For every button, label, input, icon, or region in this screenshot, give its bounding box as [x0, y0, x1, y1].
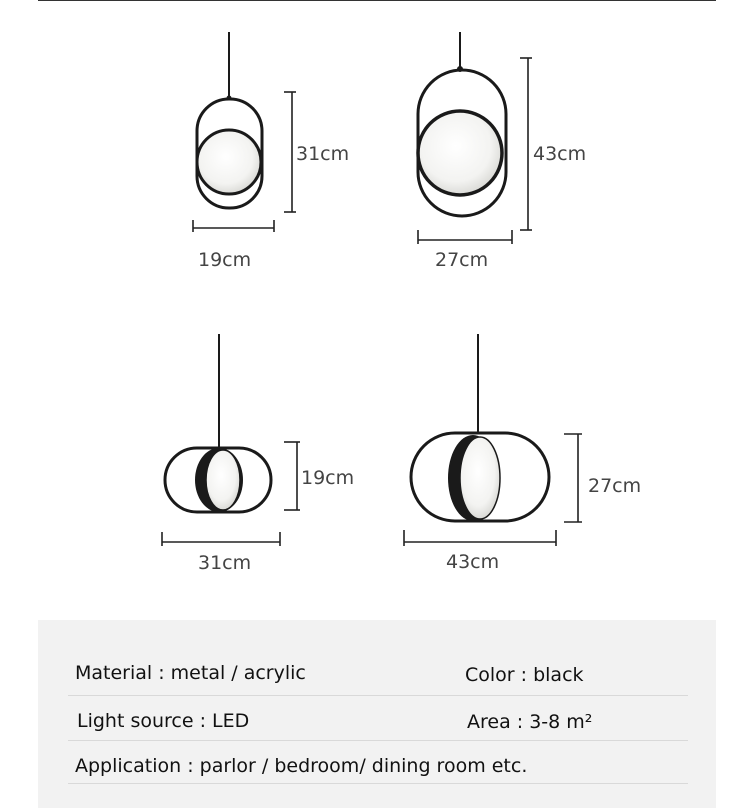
lamp3-height-label: 19cm	[301, 467, 355, 489]
spec-divider	[68, 783, 688, 784]
lamp3-height-dimension	[284, 442, 300, 510]
spec-color: Color : black	[465, 664, 584, 686]
lamp1-width-label: 19cm	[198, 249, 252, 271]
lamp2-height-label: 43cm	[533, 143, 587, 165]
lamp2-height-dimension	[520, 58, 532, 230]
spec-area: Area : 3-8 m²	[467, 711, 593, 733]
spec-divider	[68, 740, 688, 741]
lamp-horizontal-large	[411, 334, 549, 521]
lamp3-width-label: 31cm	[198, 552, 252, 574]
lamp1-height-dimension	[284, 92, 296, 212]
lamp3-width-dimension	[162, 532, 280, 546]
lamp1-width-dimension	[193, 220, 274, 232]
lamp4-width-dimension	[404, 530, 556, 546]
lamp-vertical-large	[418, 32, 506, 216]
spec-material: Material : metal / acrylic	[75, 662, 306, 684]
lamp4-height-label: 27cm	[588, 475, 642, 497]
lamp2-width-dimension	[418, 230, 512, 244]
spec-application: Application : parlor / bedroom/ dining room etc.	[75, 755, 528, 777]
lamp4-width-label: 43cm	[446, 551, 500, 573]
lamp2-width-label: 27cm	[435, 249, 489, 271]
spec-divider	[68, 695, 688, 696]
lamp-vertical-small	[197, 32, 262, 208]
lamp-horizontal-small	[165, 334, 271, 512]
spec-light-source: Light source : LED	[77, 710, 250, 732]
lamp1-height-label: 31cm	[296, 143, 350, 165]
lamp4-height-dimension	[564, 434, 582, 522]
